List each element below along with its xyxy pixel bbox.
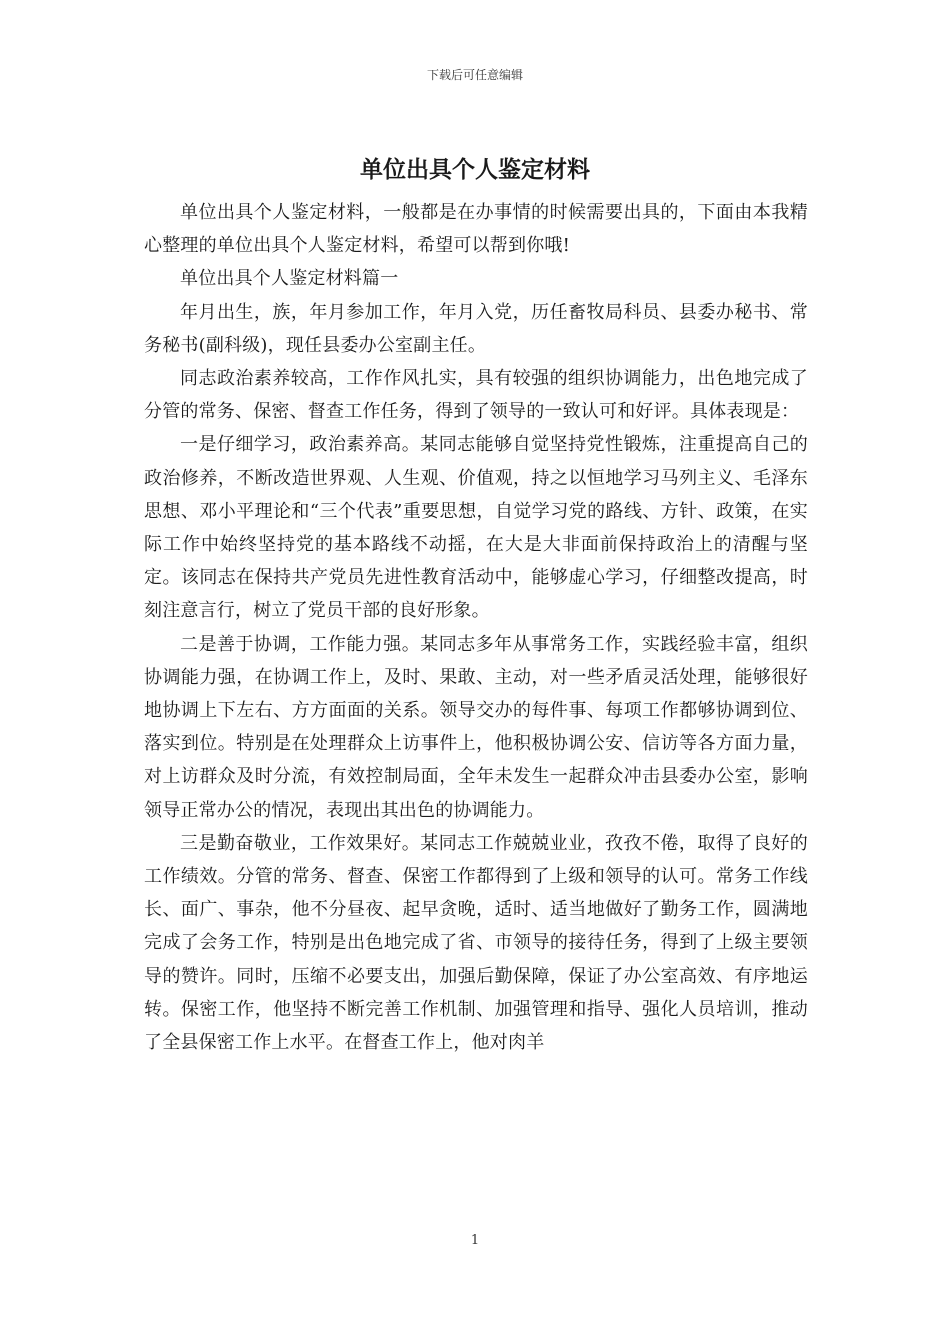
paragraph-personal-info: 年月出生，族，年月参加工作，年月入党，历任畜牧局科员、县委办秘书、常务秘书(副科级)，现任县委办公室副主任。 — [144, 301, 808, 356]
paragraph-intro: 单位出具个人鉴定材料，一般都是在办事情的时候需要出具的，下面由本我精心整理的单位出具个人鉴定材料，希望可以帮到你哦! — [144, 202, 808, 257]
paragraph-point-two: 二是善于协调，工作能力强。某同志多年从事常务工作，实践经验丰富，组织协调能力强，在协调工作上，及时、果敢、主动，对一些矛盾灵活处理，能够很好地协调上下左右、方方面面的关系。领导交办的每件事、每项工作都够协调到位、落实到位。特别是在处理群众上访事件上，他积极协调公安、信访等各方面力量，对上访群众及时分流，有效控制局面，全年未发生一起群众冲击县委办公室，影响领导正常办公的情况，表现出其出色的协调能力。 — [144, 633, 808, 821]
paragraph-summary: 同志政治素养较高，工作作风扎实，具有较强的组织协调能力，出色地完成了分管的常务、保密、督查工作任务，得到了领导的一致认可和好评。具体表现是： — [144, 368, 808, 423]
page-header-note: 下载后可任意编辑 — [426, 68, 523, 82]
document-title: 单位出具个人鉴定材料 — [360, 156, 590, 183]
document-body — [144, 196, 808, 1059]
page-number: 1 — [470, 1233, 480, 1248]
paragraph-section-heading: 单位出具个人鉴定材料篇一 — [180, 268, 399, 290]
paragraph-point-three: 三是勤奋敬业，工作效果好。某同志工作兢兢业业，孜孜不倦，取得了良好的工作绩效。分管的常务、督查、保密工作都得到了上级和领导的认可。常务工作线长、面广、事杂，他不分昼夜、起早贪晚，适时、适当地做好了勤务工作，圆满地完成了会务工作，特别是出色地完成了省、市领导的接待任务，得到了上级主要领导的赞许。同时，压缩不必要支出，加强后勤保障，保证了办公室高效、有序地运转。保密工作，他坚持不断完善工作机制、加强管理和指导、强化人员培训，推动了全县保密工作上水平。在督查工作上，他对肉羊 — [144, 832, 808, 1054]
paragraph-point-one: 一是仔细学习，政治素养高。某同志能够自觉坚持党性锻炼，注重提高自己的政治修养，不断改造世界观、人生观、价值观，持之以恒地学习马列主义、毛泽东思想、邓小平理论和“三个代表”重要思想，自觉学习党的路线、方针、政策，在实际工作中始终坚持党的基本路线不动摇，在大是大非面前保持政治上的清醒与坚定。该同志在保持共产党员先进性教育活动中，能够虚心学习，仔细整改提高，时刻注意言行，树立了党员干部的良好形象。 — [144, 434, 808, 622]
